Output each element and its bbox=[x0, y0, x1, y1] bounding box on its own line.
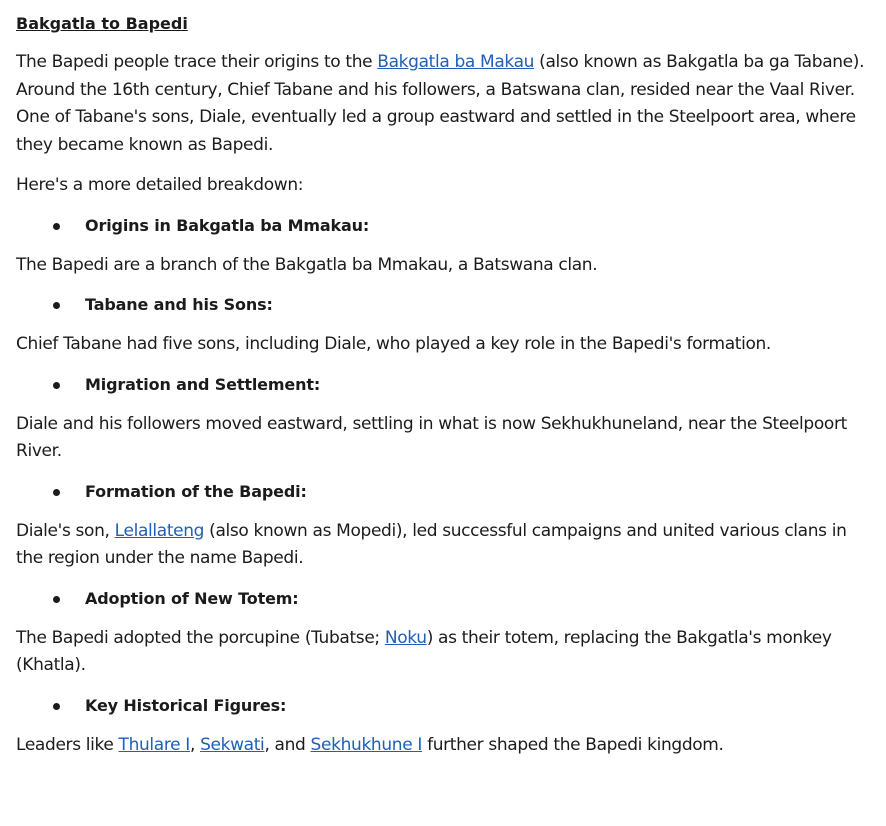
section-text-formation bbox=[16, 518, 866, 573]
section-text-origins: The Bapedi are a branch of the Bakgatla ba Mmakau, a Batswana clan. bbox=[16, 254, 598, 275]
section-heading-list-6 bbox=[16, 693, 866, 719]
section-heading-list-2 bbox=[16, 292, 866, 318]
intro-text-1: The Bapedi people trace their origins to the bbox=[16, 52, 378, 72]
breakdown-intro: Here's a more detailed breakdown: bbox=[16, 175, 304, 195]
section-text-migration: Diale and his followers moved eastward, settling in what is now Sekhukhuneland, near the Steelpoort River. bbox=[16, 413, 847, 461]
section-heading-origins: Origins in Bakgatla ba Mmakau: bbox=[16, 213, 866, 239]
document-title: Bakgatla to Bapedi bbox=[16, 14, 188, 33]
sekwati-link[interactable]: Sekwati bbox=[200, 734, 265, 755]
sekhukhune-i-link[interactable]: Sekhukhune I bbox=[310, 734, 423, 755]
section-heading-list-4 bbox=[16, 479, 866, 505]
section-heading-migration: Migration and Settlement: bbox=[16, 372, 866, 398]
section-heading-totem: Adoption of New Totem: bbox=[16, 586, 866, 612]
section-text-figures bbox=[16, 732, 866, 760]
section-heading-list-3 bbox=[16, 372, 866, 398]
section-heading-tabane: Tabane and his Sons: bbox=[16, 292, 866, 318]
totem-text-2: ) as their totem, replacing the Bakgatla's monkey (Khatla). bbox=[16, 627, 832, 675]
intro-paragraph bbox=[16, 49, 866, 159]
figures-text-1: Leaders like bbox=[16, 734, 119, 755]
lelallateng-link[interactable]: Lelallateng bbox=[114, 520, 205, 541]
section-text-tabane: Chief Tabane had five sons, including Diale, who played a key role in the Bapedi's formation. bbox=[16, 334, 771, 354]
figures-text-4: further shaped the Bapedi kingdom. bbox=[422, 734, 724, 755]
figures-text-2: , bbox=[189, 734, 201, 755]
section-heading-list-5 bbox=[16, 586, 866, 612]
bakgatla-ba-makau-link[interactable]: Bakgatla ba Makau bbox=[377, 52, 535, 72]
intro-text-2: (also known as Bakgatla ba ga Tabane). Around the 16th century, Chief Tabane and his followers, a Batswana clan, resided near the Vaal River. One of Tabane's sons, Diale, eventually led a group eastward and settled in the Steelpoort area, where they became known as Bapedi. bbox=[16, 52, 865, 155]
noku-link[interactable]: Noku bbox=[384, 627, 427, 648]
figures-text-3: , and bbox=[264, 734, 311, 755]
formation-text-2: (also known as Mopedi), led successful campaigns and united various clans in the region under the name Bapedi. bbox=[16, 520, 847, 568]
formation-text-1: Diale's son, bbox=[16, 520, 115, 541]
section-heading-formation: Formation of the Bapedi: bbox=[16, 479, 866, 505]
thulare-i-link[interactable]: Thulare I bbox=[118, 734, 190, 755]
section-text-totem bbox=[16, 625, 866, 680]
section-heading-list-1 bbox=[16, 213, 866, 239]
totem-text-1: The Bapedi adopted the porcupine (Tubatse; bbox=[16, 627, 385, 648]
section-heading-figures: Key Historical Figures: bbox=[16, 693, 866, 719]
